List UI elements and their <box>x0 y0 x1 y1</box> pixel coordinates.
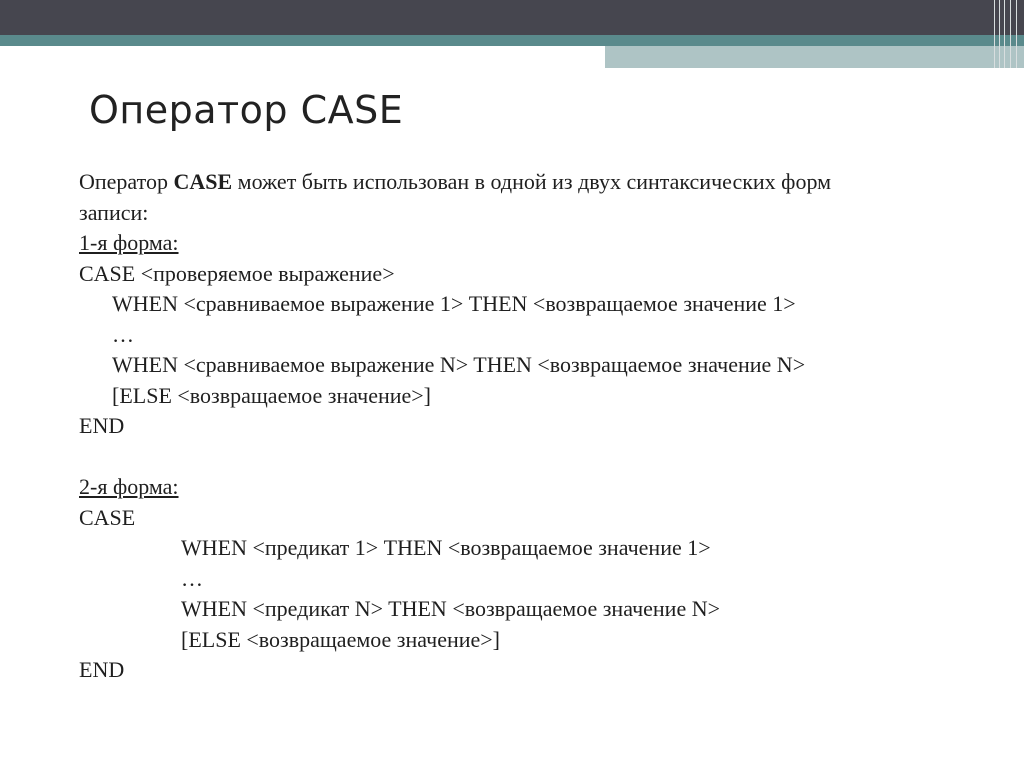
form1-line: WHEN <сравниваемое выражение 1> THEN <возвращаемое значение 1> <box>112 291 796 316</box>
form1-line: WHEN <сравниваемое выражение N> THEN <возвращаемое значение N> <box>112 352 806 377</box>
form1-line: END <box>79 413 125 438</box>
form2-line: WHEN <предикат 1> THEN <возвращаемое значение 1> <box>181 535 711 560</box>
form2-line: CASE <box>79 504 136 530</box>
header-band-light <box>605 46 1024 68</box>
intro-continuation: записи: <box>79 199 149 225</box>
form2-line: END <box>79 657 125 682</box>
intro-suffix: может быть использован в одной из двух синтаксических форм <box>232 169 832 194</box>
header-band-dark <box>0 0 1024 35</box>
intro-line <box>79 167 999 198</box>
form2-line: WHEN <предикат N> THEN <возвращаемое значение N> <box>181 596 721 621</box>
header-band-teal <box>0 35 1024 46</box>
intro-prefix: Оператор <box>79 169 174 194</box>
blank-line <box>79 442 999 473</box>
slide-body <box>79 167 999 686</box>
intro-keyword: CASE <box>173 169 233 194</box>
header-stripes-decoration <box>990 0 1024 68</box>
form1-heading: 1-я форма: <box>79 230 179 255</box>
form2-line: … <box>181 565 203 591</box>
form2-line: [ELSE <возвращаемое значение>] <box>181 626 501 652</box>
form1-line: … <box>112 321 134 347</box>
form1-line: [ELSE <возвращаемое значение>] <box>112 382 432 408</box>
slide-title: Оператор CASE <box>89 88 404 132</box>
form1-line: CASE <проверяемое выражение> <box>79 260 395 286</box>
form2-heading: 2-я форма: <box>79 474 179 499</box>
